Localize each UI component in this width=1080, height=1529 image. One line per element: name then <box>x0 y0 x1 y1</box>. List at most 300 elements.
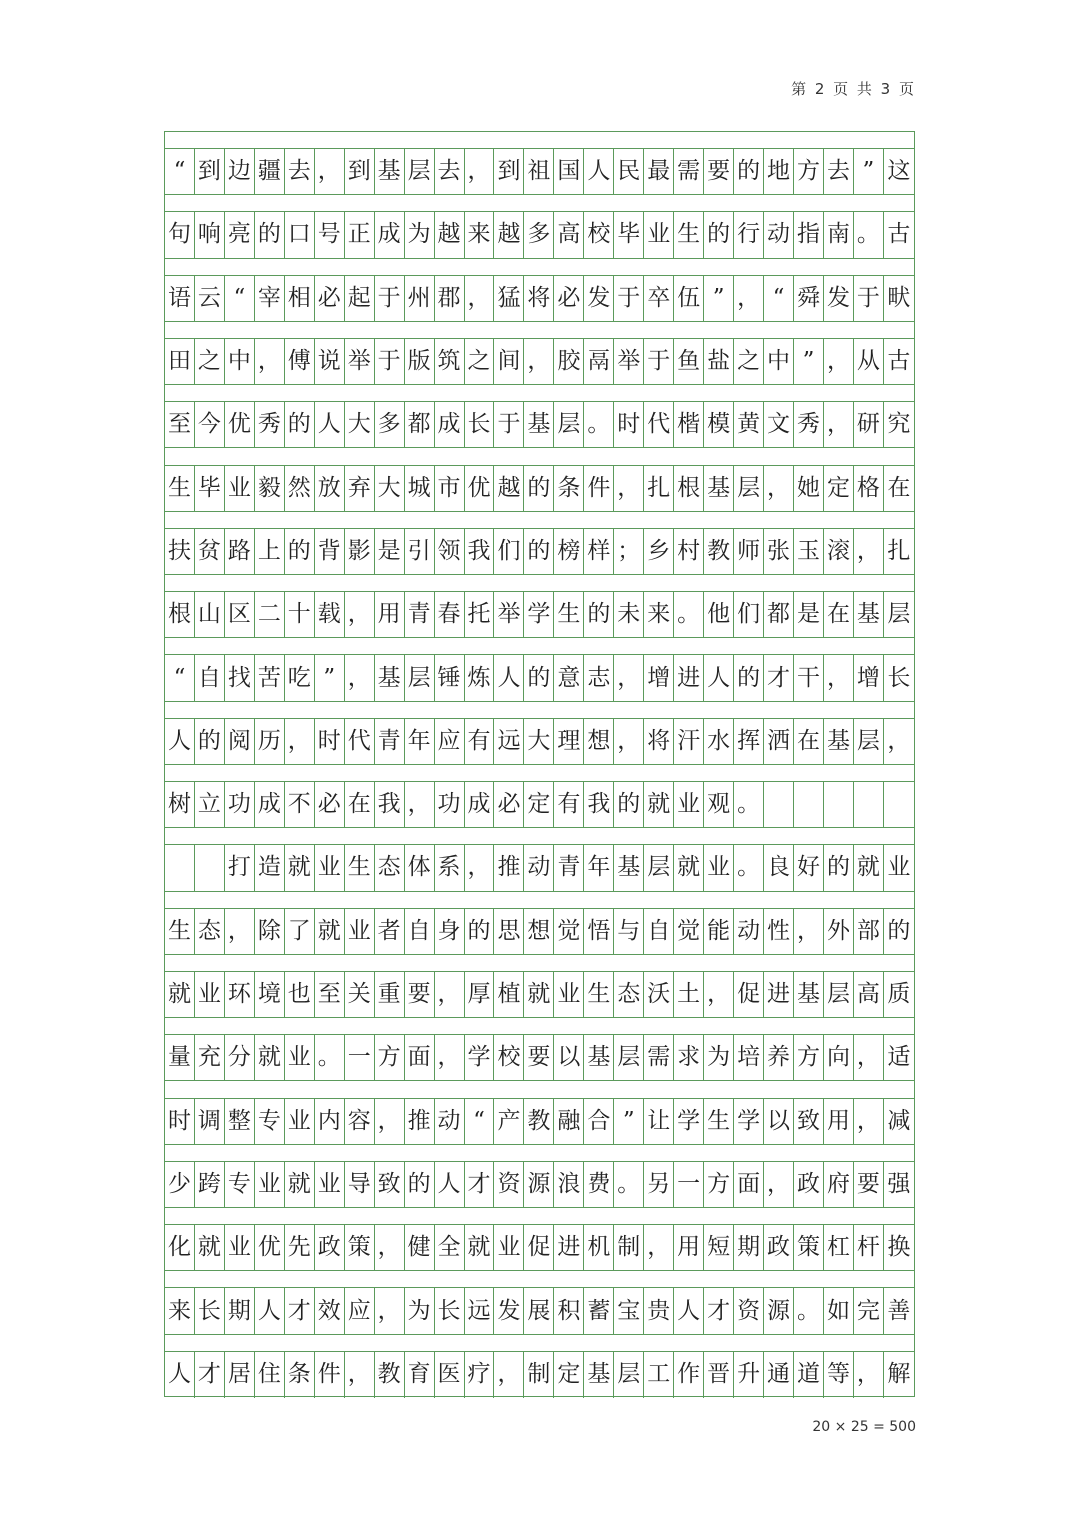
grid-cell: 到 <box>195 149 225 194</box>
grid-cell: 定 <box>554 1352 584 1398</box>
grid-cell: 舜 <box>794 276 824 321</box>
grid-cell: ， <box>824 655 854 700</box>
grid-cell: 在 <box>824 592 854 637</box>
grid-cell: 去 <box>285 149 315 194</box>
grid-cell: 南 <box>824 212 854 257</box>
grid-cell: 们 <box>734 592 764 637</box>
grid-cell: 领 <box>435 529 465 574</box>
grid-cell: 国 <box>554 149 584 194</box>
grid-cell: 融 <box>554 1099 584 1144</box>
grid-cell: ， <box>524 339 554 384</box>
grid-cell: 志 <box>584 655 614 700</box>
grid-cell: 来 <box>465 212 495 257</box>
grid-cell: 就 <box>465 1225 495 1270</box>
grid-cell: 区 <box>225 592 255 637</box>
grid-cell: 致 <box>794 1099 824 1144</box>
grid-cell: 滚 <box>824 529 854 574</box>
row-gap-band <box>165 1335 914 1352</box>
grid-cell: 成 <box>465 782 495 827</box>
grid-cell: 就 <box>255 1035 285 1080</box>
grid-cell: 苦 <box>255 655 285 700</box>
grid-cell: 生 <box>554 592 584 637</box>
grid-cell: ， <box>644 1225 674 1270</box>
row-gap-band <box>165 449 914 466</box>
grid-cell: 傅 <box>285 339 315 384</box>
grid-cell: 在 <box>887 474 911 501</box>
grid-cell: 化 <box>165 1225 195 1270</box>
grid-cell: 等 <box>824 1352 854 1398</box>
row-gap-band <box>165 955 914 972</box>
grid-cell: 需 <box>674 149 704 194</box>
grid-row <box>165 702 914 765</box>
grid-row <box>165 449 914 512</box>
grid-cell: 究 <box>887 411 911 438</box>
grid-cell: 基 <box>794 972 824 1017</box>
grid-cell: 就 <box>524 972 554 1017</box>
grid-cell: 十 <box>285 592 315 637</box>
grid-cell: 之 <box>734 339 764 384</box>
grid-cell: 基 <box>704 466 734 511</box>
grid-cell: 远 <box>494 719 524 764</box>
grid-cell: 炼 <box>465 655 495 700</box>
grid-cell: 洒 <box>764 719 794 764</box>
grid-cell: 来 <box>165 1288 195 1333</box>
grid-cell: 为 <box>704 1035 734 1080</box>
cell-row <box>165 466 914 512</box>
grid-cell: 。 <box>674 592 704 637</box>
grid-cell: 疆 <box>255 149 285 194</box>
grid-cell: 层 <box>614 1352 644 1398</box>
grid-cell: 土 <box>674 972 704 1017</box>
grid-row <box>165 1271 914 1334</box>
grid-cell: 扶 <box>165 529 195 574</box>
grid-cell: 业 <box>554 972 584 1017</box>
grid-cell: 优 <box>255 1225 285 1270</box>
grid-cell: 宰 <box>255 276 285 321</box>
grid-row <box>165 512 914 575</box>
grid-cell: 进 <box>764 972 794 1017</box>
grid-cell: ， <box>494 1352 524 1398</box>
grid-cell: 业 <box>285 1035 315 1080</box>
grid-cell: ， <box>315 149 345 194</box>
grid-cell: ， <box>465 845 495 890</box>
grid-cell: 源 <box>524 1162 554 1207</box>
grid-cell: 人 <box>494 655 524 700</box>
grid-cell: 另 <box>644 1162 674 1207</box>
grid-cell: 自 <box>644 909 674 954</box>
grid-cell: ” <box>794 339 824 384</box>
grid-cell: 号 <box>315 212 345 257</box>
grid-cell: 动 <box>734 909 764 954</box>
row-gap-band <box>165 259 914 276</box>
grid-cell: 正 <box>345 212 375 257</box>
grid-cell: 为 <box>405 212 435 257</box>
grid-cell: 基 <box>584 1035 614 1080</box>
grid-cell: 盐 <box>704 339 734 384</box>
grid-cell: 才 <box>704 1288 734 1333</box>
grid-cell: 业 <box>315 845 345 890</box>
grid-cell: 合 <box>584 1099 614 1144</box>
grid-cell: 解 <box>887 1361 911 1388</box>
grid-cell: 造 <box>255 845 285 890</box>
grid-cell: 研 <box>854 402 884 447</box>
grid-cell: 的 <box>734 149 764 194</box>
row-gap-band <box>165 512 914 529</box>
grid-cell: 就 <box>285 845 315 890</box>
grid-cell: “ <box>465 1099 495 1144</box>
grid-cell: 想 <box>584 719 614 764</box>
grid-cell: 。 <box>854 212 884 257</box>
grid-cell: 人 <box>165 719 195 764</box>
grid-cell: 善 <box>887 1297 911 1324</box>
grid-cell: 之 <box>465 339 495 384</box>
grid-cell: 是 <box>375 529 405 574</box>
grid-cell: 干 <box>794 655 824 700</box>
grid-cell: 层 <box>405 149 435 194</box>
row-gap-band <box>165 1271 914 1288</box>
grid-cell: 居 <box>225 1352 255 1398</box>
grid-cell: 教 <box>524 1099 554 1144</box>
grid-cell: 于 <box>854 276 884 321</box>
grid-cell: 的 <box>704 212 734 257</box>
grid-cell: 好 <box>794 845 824 890</box>
grid-cell: 市 <box>435 466 465 511</box>
grid-cell: 基 <box>824 719 854 764</box>
grid-cell: 人 <box>674 1288 704 1333</box>
grid-cell: 用 <box>375 592 405 637</box>
grid-cell: 代 <box>345 719 375 764</box>
grid-cell: 境 <box>255 972 285 1017</box>
grid-cell: 一 <box>345 1035 375 1080</box>
grid-cell: 指 <box>794 212 824 257</box>
grid-cell: 民 <box>614 149 644 194</box>
grid-cell <box>195 845 225 890</box>
grid-cell: 都 <box>405 402 435 447</box>
grid-cell: 为 <box>405 1288 435 1333</box>
grid-cell: 量 <box>165 1035 195 1080</box>
grid-cell: 适 <box>887 1044 911 1071</box>
grid-cell: ， <box>225 909 255 954</box>
grid-cell: 托 <box>465 592 495 637</box>
grid-row <box>165 638 914 701</box>
grid-cell: 至 <box>165 402 195 447</box>
grid-cell: 越 <box>494 466 524 511</box>
grid-cell: 短 <box>704 1225 734 1270</box>
grid-cell: 的 <box>524 529 554 574</box>
grid-cell: 去 <box>824 149 854 194</box>
grid-cell: 觉 <box>674 909 704 954</box>
grid-cell: 推 <box>494 845 524 890</box>
grid-cell: 年 <box>405 719 435 764</box>
grid-cell: 调 <box>195 1099 225 1144</box>
grid-cell: 生 <box>165 466 195 511</box>
grid-cell: 先 <box>285 1225 315 1270</box>
grid-cell: 人 <box>704 655 734 700</box>
grid-cell: 古 <box>887 348 911 375</box>
grid-cell: 于 <box>494 402 524 447</box>
grid-cell: 产 <box>494 1099 524 1144</box>
grid-cell: 响 <box>195 212 225 257</box>
grid-cell: 业 <box>704 845 734 890</box>
grid-cell: 语 <box>165 276 195 321</box>
grid-cell: 鱼 <box>674 339 704 384</box>
grid-cell: 作 <box>674 1352 704 1398</box>
grid-cell: ， <box>614 655 644 700</box>
grid-cell: 在 <box>345 782 375 827</box>
grid-cell: 制 <box>614 1225 644 1270</box>
grid-cell: 与 <box>614 909 644 954</box>
grid-cell: ” <box>854 149 884 194</box>
grid-cell: 就 <box>854 845 884 890</box>
grid-cell: 就 <box>674 845 704 890</box>
grid-cell: 成 <box>375 212 405 257</box>
grid-cell: 政 <box>794 1162 824 1207</box>
grid-cell: 扎 <box>644 466 674 511</box>
grid-cell: 引 <box>405 529 435 574</box>
grid-cell: ， <box>405 782 435 827</box>
grid-cell: 良 <box>764 845 794 890</box>
grid-cell: 要 <box>405 972 435 1017</box>
grid-cell: 榜 <box>554 529 584 574</box>
grid-row <box>165 1335 914 1398</box>
grid-cell: ； <box>614 529 644 574</box>
grid-cell: 植 <box>494 972 524 1017</box>
grid-cell: “ <box>165 655 195 700</box>
grid-cell: 基 <box>375 149 405 194</box>
grid-cell: 功 <box>435 782 465 827</box>
grid-cell: 工 <box>644 1352 674 1398</box>
grid-cell <box>165 845 195 890</box>
grid-cell: 重 <box>375 972 405 1017</box>
grid-cell: 应 <box>435 719 465 764</box>
grid-cell: ， <box>764 1162 794 1207</box>
grid-cell: 期 <box>225 1288 255 1333</box>
grid-cell: 必 <box>494 782 524 827</box>
grid-cell: 弃 <box>345 466 375 511</box>
grid-cell <box>764 782 794 827</box>
grid-cell: 至 <box>315 972 345 1017</box>
grid-cell: 版 <box>405 339 435 384</box>
grid-cell: 养 <box>764 1035 794 1080</box>
grid-cell: 在 <box>794 719 824 764</box>
grid-cell: 方 <box>704 1162 734 1207</box>
grid-cell: 基 <box>375 655 405 700</box>
grid-cell: 积 <box>554 1288 584 1333</box>
grid-cell: 古 <box>887 221 911 248</box>
grid-cell: ” <box>704 276 734 321</box>
grid-cell: 就 <box>315 909 345 954</box>
grid-cell: 必 <box>315 276 345 321</box>
cell-row <box>165 1162 914 1208</box>
grid-cell: 发 <box>584 276 614 321</box>
grid-cell: 基 <box>854 592 884 637</box>
cell-row <box>165 1099 914 1145</box>
grid-cell: 政 <box>764 1225 794 1270</box>
grid-cell: 今 <box>195 402 225 447</box>
row-gap-band <box>165 575 914 592</box>
grid-cell: 都 <box>764 592 794 637</box>
grid-cell: 学 <box>734 1099 764 1144</box>
grid-cell: 资 <box>734 1288 764 1333</box>
grid-cell: 找 <box>225 655 255 700</box>
grid-cell: 层 <box>854 719 884 764</box>
grid-cell: 业 <box>345 909 375 954</box>
grid-cell: 上 <box>255 529 285 574</box>
grid-cell: ， <box>734 276 764 321</box>
grid-cell: “ <box>764 276 794 321</box>
cell-row <box>165 1035 914 1081</box>
grid-cell: 体 <box>405 845 435 890</box>
grid-cell: 业 <box>255 1162 285 1207</box>
grid-cell: 学 <box>674 1099 704 1144</box>
grid-cell <box>884 782 914 827</box>
grid-cell: 层 <box>824 972 854 1017</box>
grid-cell: 身 <box>435 909 465 954</box>
grid-cell: ， <box>345 592 375 637</box>
cell-row <box>165 212 914 258</box>
grid-cell: 源 <box>764 1288 794 1333</box>
grid-cell: 的 <box>285 402 315 447</box>
grid-cell: 张 <box>764 529 794 574</box>
grid-cell: 锤 <box>435 655 465 700</box>
grid-cell: 田 <box>165 339 195 384</box>
grid-cell: 的 <box>887 917 911 944</box>
grid-row <box>165 1018 914 1081</box>
grid-cell: 通 <box>764 1352 794 1398</box>
grid-row <box>165 765 914 828</box>
grid-cell: 句 <box>165 212 195 257</box>
grid-cell: ， <box>614 719 644 764</box>
row-gap-band <box>165 702 914 719</box>
row-gap-band <box>165 765 914 782</box>
grid-cell: 春 <box>435 592 465 637</box>
grid-cell: 长 <box>465 402 495 447</box>
grid-cell: 资 <box>494 1162 524 1207</box>
grid-cell: “ <box>165 149 195 194</box>
grid-cell: 将 <box>644 719 674 764</box>
grid-cell: 然 <box>285 466 315 511</box>
grid-cell: 业 <box>195 972 225 1017</box>
grid-cell: 就 <box>165 972 195 1017</box>
grid-cell: 黄 <box>734 402 764 447</box>
grid-cell: 杆 <box>854 1225 884 1270</box>
grid-cell: 不 <box>285 782 315 827</box>
grid-cell: ， <box>824 339 854 384</box>
grid-cell: 方 <box>794 1035 824 1080</box>
grid-cell: 的 <box>255 212 285 257</box>
grid-cell: 展 <box>524 1288 554 1333</box>
grid-cell: 举 <box>345 339 375 384</box>
grid-cell: 基 <box>524 402 554 447</box>
grid-cell: 动 <box>764 212 794 257</box>
grid-cell: 扎 <box>887 537 911 564</box>
grid-cell: ， <box>465 149 495 194</box>
cell-row <box>165 1352 914 1398</box>
grid-cell: 住 <box>255 1352 285 1398</box>
grid-cell: 人 <box>435 1162 465 1207</box>
grid-cell: 乡 <box>644 529 674 574</box>
grid-cell: 大 <box>375 466 405 511</box>
grid-cell: 效 <box>315 1288 345 1333</box>
grid-cell: 就 <box>285 1162 315 1207</box>
grid-cell: 杠 <box>824 1225 854 1270</box>
grid-cell: 伍 <box>674 276 704 321</box>
cell-row <box>165 1225 914 1271</box>
grid-cell: 外 <box>824 909 854 954</box>
grid-cell: 促 <box>734 972 764 1017</box>
grid-cell: 青 <box>554 845 584 890</box>
grid-cell: 疗 <box>465 1352 495 1398</box>
grid-cell: ， <box>887 727 911 754</box>
grid-cell: 的 <box>734 655 764 700</box>
cell-row <box>165 845 914 891</box>
grid-cell: 的 <box>524 466 554 511</box>
row-gap-band <box>165 892 914 909</box>
grid-cell: 环 <box>225 972 255 1017</box>
grid-cell: 秀 <box>794 402 824 447</box>
grid-cell: ， <box>794 909 824 954</box>
grid-cell: 态 <box>195 909 225 954</box>
grid-row <box>165 575 914 638</box>
grid-cell: 关 <box>345 972 375 1017</box>
cell-row <box>165 655 914 701</box>
cell-row <box>165 719 914 765</box>
grid-cell: 促 <box>524 1225 554 1270</box>
grid-cell: 郡 <box>435 276 465 321</box>
grid-cell: 条 <box>554 466 584 511</box>
grid-cell: 玉 <box>794 529 824 574</box>
grid-row <box>165 955 914 1018</box>
grid-cell: 。 <box>584 402 614 447</box>
grid-cell: 业 <box>674 782 704 827</box>
grid-cell: 业 <box>225 1225 255 1270</box>
grid-cell: ， <box>375 1225 405 1270</box>
grid-cell: 晋 <box>704 1352 734 1398</box>
grid-cell: 筑 <box>435 339 465 384</box>
grid-cell: 生 <box>584 972 614 1017</box>
grid-cell: ， <box>435 972 465 1017</box>
grid-row <box>165 1208 914 1271</box>
grid-cell: 多 <box>375 402 405 447</box>
grid-cell: 蓄 <box>584 1288 614 1333</box>
grid-cell: 费 <box>584 1162 614 1207</box>
grid-cell: 州 <box>405 276 435 321</box>
grid-cell: 进 <box>674 655 704 700</box>
grid-cell: 他 <box>704 592 734 637</box>
grid-cell: 放 <box>315 466 345 511</box>
grid-cell: 人 <box>584 149 614 194</box>
grid-cell: 树 <box>165 782 195 827</box>
grid-cell: 方 <box>794 149 824 194</box>
grid-cell: 定 <box>824 466 854 511</box>
grid-cell: 多 <box>524 212 554 257</box>
grid-cell: 举 <box>494 592 524 637</box>
grid-cell: ， <box>255 339 285 384</box>
grid-cell: 厚 <box>465 972 495 1017</box>
grid-cell: 的 <box>824 845 854 890</box>
grid-cell: 件 <box>584 466 614 511</box>
grid-cell: 层 <box>614 1035 644 1080</box>
grid-cell: ， <box>854 1099 884 1144</box>
grid-cell: 减 <box>887 1107 911 1134</box>
grid-cell: 要 <box>524 1035 554 1080</box>
grid-cell: 背 <box>315 529 345 574</box>
grid-cell: 质 <box>887 981 911 1008</box>
cell-row <box>165 909 914 955</box>
grid-cell: 层 <box>405 655 435 700</box>
grid-cell: 面 <box>405 1035 435 1080</box>
grid-cell: 村 <box>674 529 704 574</box>
